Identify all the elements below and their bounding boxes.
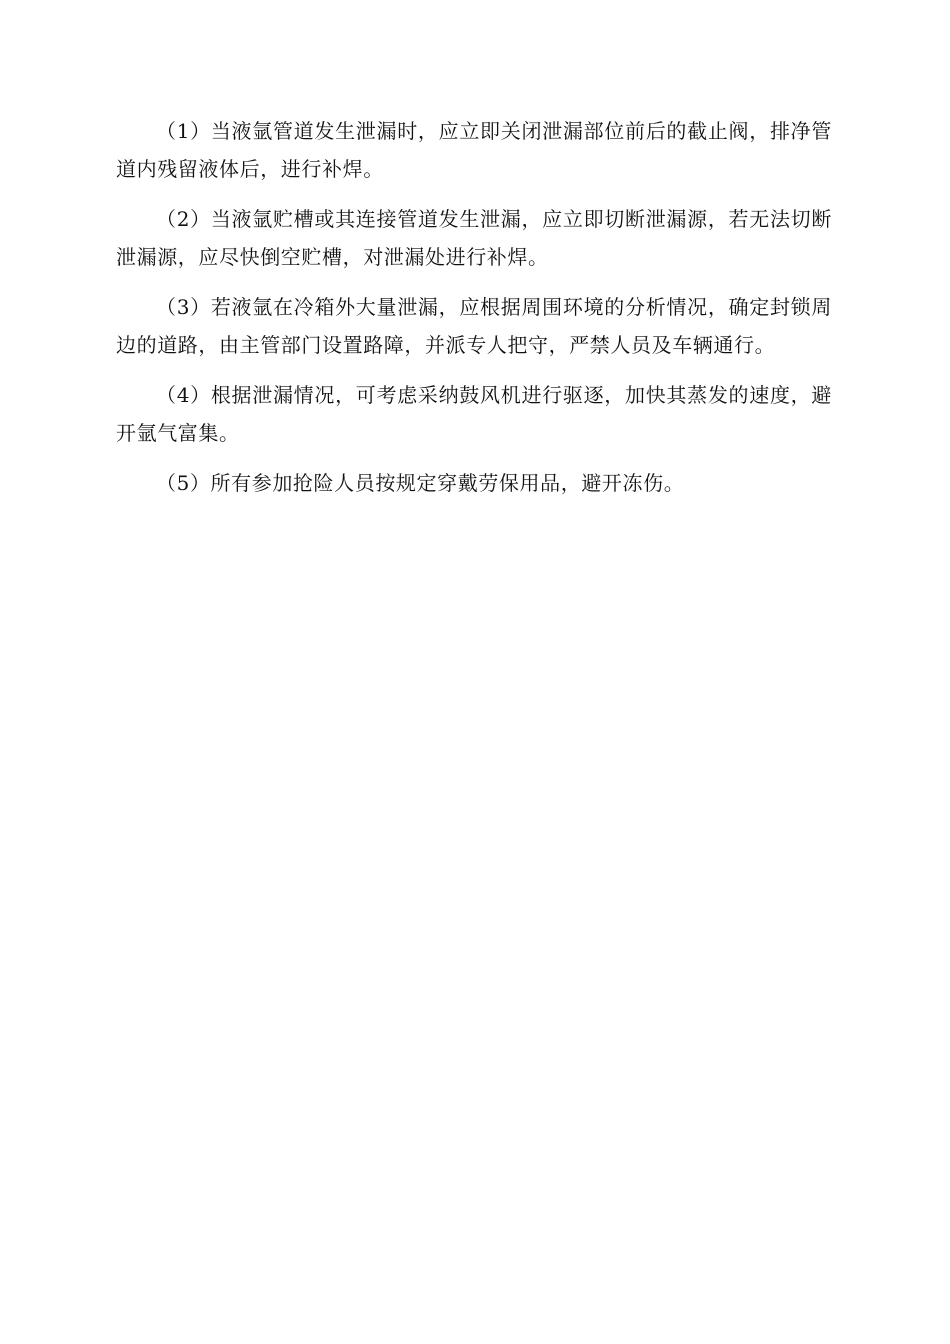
paragraph-4: （4）根据泄漏情况，可考虑采纳鼓风机进行驱逐，加快其蒸发的速度，避开氩气富集。 bbox=[116, 383, 832, 445]
paragraph-1: （1）当液氩管道发生泄漏时，应立即关闭泄漏部位前后的截止阀，排净管道内残留液体后，进行补焊。 bbox=[116, 119, 832, 181]
paragraph-2: （2）当液氩贮槽或其连接管道发生泄漏，应立即切断泄漏源，若无法切断泄漏源，应尽快倒空贮槽，对泄漏处进行补焊。 bbox=[116, 207, 832, 269]
document-page bbox=[116, 112, 832, 514]
paragraph-5: （5）所有参加抢险人员按规定穿戴劳保用品，避开冻伤。 bbox=[156, 471, 685, 495]
paragraph-3: （3）若液氩在冷箱外大量泄漏，应根据周围环境的分析情况，确定封锁周边的道路，由主管部门设置路障，并派专人把守，严禁人员及车辆通行。 bbox=[116, 295, 832, 357]
